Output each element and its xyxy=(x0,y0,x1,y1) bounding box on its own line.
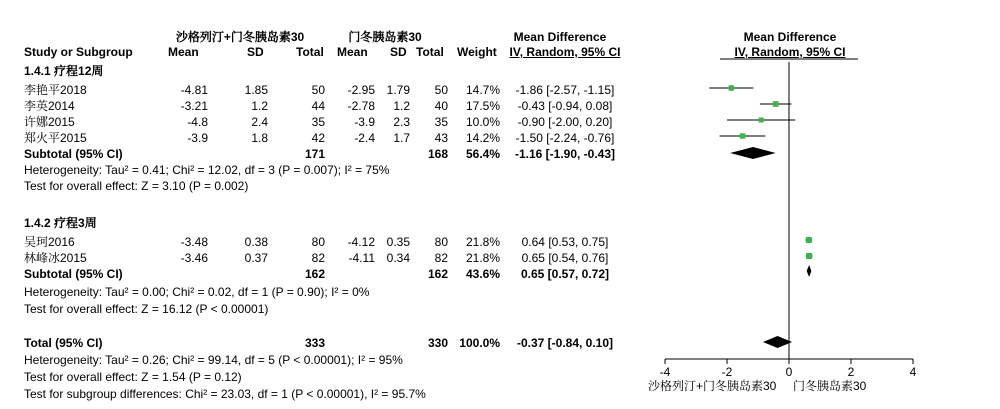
weight-header: Weight xyxy=(457,45,497,59)
sd1-cell: 1.2 xyxy=(251,99,268,113)
favours-left-label: 沙格列汀+门冬胰岛素30 xyxy=(648,379,777,393)
study-header: Study or Subgroup xyxy=(24,45,133,59)
ci-cell: -1.86 [-2.57, -1.15] xyxy=(515,83,615,97)
plot-header-title: Mean Difference xyxy=(743,30,837,44)
weight-cell: 14.2% xyxy=(465,131,500,145)
x-tick-label: -4 xyxy=(659,365,671,379)
study-marker xyxy=(740,133,745,138)
x-tick-label: 0 xyxy=(785,365,793,379)
sd2-cell: 0.35 xyxy=(386,235,410,249)
sd1-cell: 2.4 xyxy=(251,115,268,129)
x-tick-label: 2 xyxy=(847,365,855,379)
mean1-cell: -3.9 xyxy=(187,131,208,145)
sd2-cell: 2.3 xyxy=(393,115,410,129)
mean1-cell: -4.81 xyxy=(180,83,208,97)
subgroup2-title: 1.4.2 疗程3周 xyxy=(24,216,97,230)
overall-effect-text: Test for overall effect: Z = 3.10 (P = 0.002) xyxy=(24,179,249,193)
total-overall-effect-text: Test for overall effect: Z = 1.54 (P = 0.12) xyxy=(24,370,242,384)
md-header-method: IV, Random, 95% CI xyxy=(509,45,621,59)
mean2-header: Mean xyxy=(337,45,368,59)
total1-cell: 50 xyxy=(311,83,325,97)
sd1-cell: 0.38 xyxy=(244,235,268,249)
heterogeneity-text: Heterogeneity: Tau² = 0.41; Chi² = 12.02, df = 3 (P = 0.007); I² = 75% xyxy=(24,163,390,177)
subgroup-differences-text: Test for subgroup differences: Chi² = 23.03, df = 1 (P < 0.00001), I² = 95.7% xyxy=(24,387,426,401)
ci-cell: 0.64 [0.53, 0.75] xyxy=(521,235,609,249)
summary-diamond xyxy=(763,336,792,348)
weight-cell: 14.7% xyxy=(465,83,500,97)
ci-cell: -0.90 [-2.00, 0.20] xyxy=(517,115,613,129)
total-label: Total (95% CI) xyxy=(24,336,103,350)
total1-header: Total xyxy=(296,45,324,59)
summary-diamond xyxy=(807,265,812,277)
mean2-cell: -2.4 xyxy=(354,131,375,145)
mean1-cell: -3.48 xyxy=(180,235,208,249)
study-name: 郑火平2015 xyxy=(24,131,87,145)
mean1-header: Mean xyxy=(168,45,199,59)
total2-cell: 43 xyxy=(434,131,448,145)
study-name: 李英2014 xyxy=(24,99,75,113)
total-ci: -0.37 [-0.84, 0.10] xyxy=(516,336,614,350)
weight-cell: 21.8% xyxy=(465,251,500,265)
study-name: 吴珂2016 xyxy=(24,235,75,249)
total2-cell: 82 xyxy=(434,251,448,265)
mean2-cell: -3.9 xyxy=(354,115,375,129)
sd1-header: SD xyxy=(247,45,264,59)
weight-cell: 17.5% xyxy=(465,99,500,113)
sd2-cell: 1.7 xyxy=(393,131,410,145)
total2-cell: 35 xyxy=(434,115,448,129)
subtotal-total1: 171 xyxy=(304,147,325,161)
study-marker xyxy=(806,237,812,243)
total2-cell: 80 xyxy=(434,235,448,249)
total1-cell: 44 xyxy=(311,99,325,113)
favours-right-label: 门冬胰岛素30 xyxy=(793,379,867,393)
study-name: 林峰冰2015 xyxy=(24,251,87,265)
sd1-cell: 1.85 xyxy=(244,83,268,97)
study-name: 许娜2015 xyxy=(24,115,75,129)
total-heterogeneity-text: Heterogeneity: Tau² = 0.26; Chi² = 99.14, df = 5 (P < 0.00001); I² = 95% xyxy=(24,353,403,367)
subtotal-label: Subtotal (95% CI) xyxy=(24,267,123,281)
study-marker xyxy=(759,117,764,122)
subtotal-total2: 162 xyxy=(427,267,448,281)
mean2-cell: -2.95 xyxy=(347,83,375,97)
mean1-cell: -3.46 xyxy=(180,251,208,265)
overall-effect-text: Test for overall effect: Z = 16.12 (P < 0.00001) xyxy=(24,302,269,316)
study-marker xyxy=(729,85,734,90)
mean1-cell: -3.21 xyxy=(180,99,208,113)
total2-header: Total xyxy=(416,45,444,59)
subtotal-total2: 168 xyxy=(427,147,448,161)
sd2-cell: 1.2 xyxy=(393,99,410,113)
total-total1: 333 xyxy=(304,336,325,350)
mean1-cell: -4.8 xyxy=(187,115,208,129)
plot-header-method: IV, Random, 95% CI xyxy=(734,45,846,59)
subtotal-total1: 162 xyxy=(304,267,325,281)
sd2-cell: 1.79 xyxy=(386,83,410,97)
subtotal-weight: 56.4% xyxy=(465,147,500,161)
sd2-cell: 0.34 xyxy=(386,251,410,265)
sd1-cell: 0.37 xyxy=(244,251,268,265)
ci-cell: -0.43 [-0.94, 0.08] xyxy=(517,99,613,113)
total1-cell: 80 xyxy=(311,235,325,249)
sd1-cell: 1.8 xyxy=(251,131,268,145)
x-tick-label: 4 xyxy=(909,365,917,379)
subgroup1-title: 1.4.1 疗程12周 xyxy=(24,64,104,78)
total-weight: 100.0% xyxy=(459,336,500,350)
total-total2: 330 xyxy=(427,336,448,350)
ci-cell: -1.50 [-2.24, -0.76] xyxy=(515,131,615,145)
group2-header: 门冬胰岛素30 xyxy=(348,30,422,44)
subtotal-ci: 0.65 [0.57, 0.72] xyxy=(520,267,610,281)
md-header-title: Mean Difference xyxy=(513,30,607,44)
mean2-cell: -4.12 xyxy=(347,235,375,249)
study-marker xyxy=(773,101,779,107)
summary-diamond xyxy=(730,147,776,159)
x-tick-label: -2 xyxy=(721,365,733,379)
sd2-header: SD xyxy=(390,45,407,59)
weight-cell: 21.8% xyxy=(465,235,500,249)
total1-cell: 42 xyxy=(311,131,325,145)
subtotal-label: Subtotal (95% CI) xyxy=(24,147,123,161)
subtotal-ci: -1.16 [-1.90, -0.43] xyxy=(514,147,616,161)
subtotal-weight: 43.6% xyxy=(465,267,500,281)
ci-cell: 0.65 [0.54, 0.76] xyxy=(521,251,609,265)
mean2-cell: -4.11 xyxy=(348,251,375,265)
total2-cell: 50 xyxy=(434,83,448,97)
mean2-cell: -2.78 xyxy=(347,99,375,113)
total1-cell: 35 xyxy=(311,115,325,129)
total2-cell: 40 xyxy=(434,99,448,113)
study-name: 李艳平2018 xyxy=(24,83,87,97)
study-marker xyxy=(806,253,812,259)
group1-header: 沙格列汀+门冬胰岛素30 xyxy=(175,30,305,44)
heterogeneity-text: Heterogeneity: Tau² = 0.00; Chi² = 0.02, df = 1 (P = 0.90); I² = 0% xyxy=(24,285,370,299)
weight-cell: 10.0% xyxy=(465,115,500,129)
total1-cell: 82 xyxy=(311,251,325,265)
